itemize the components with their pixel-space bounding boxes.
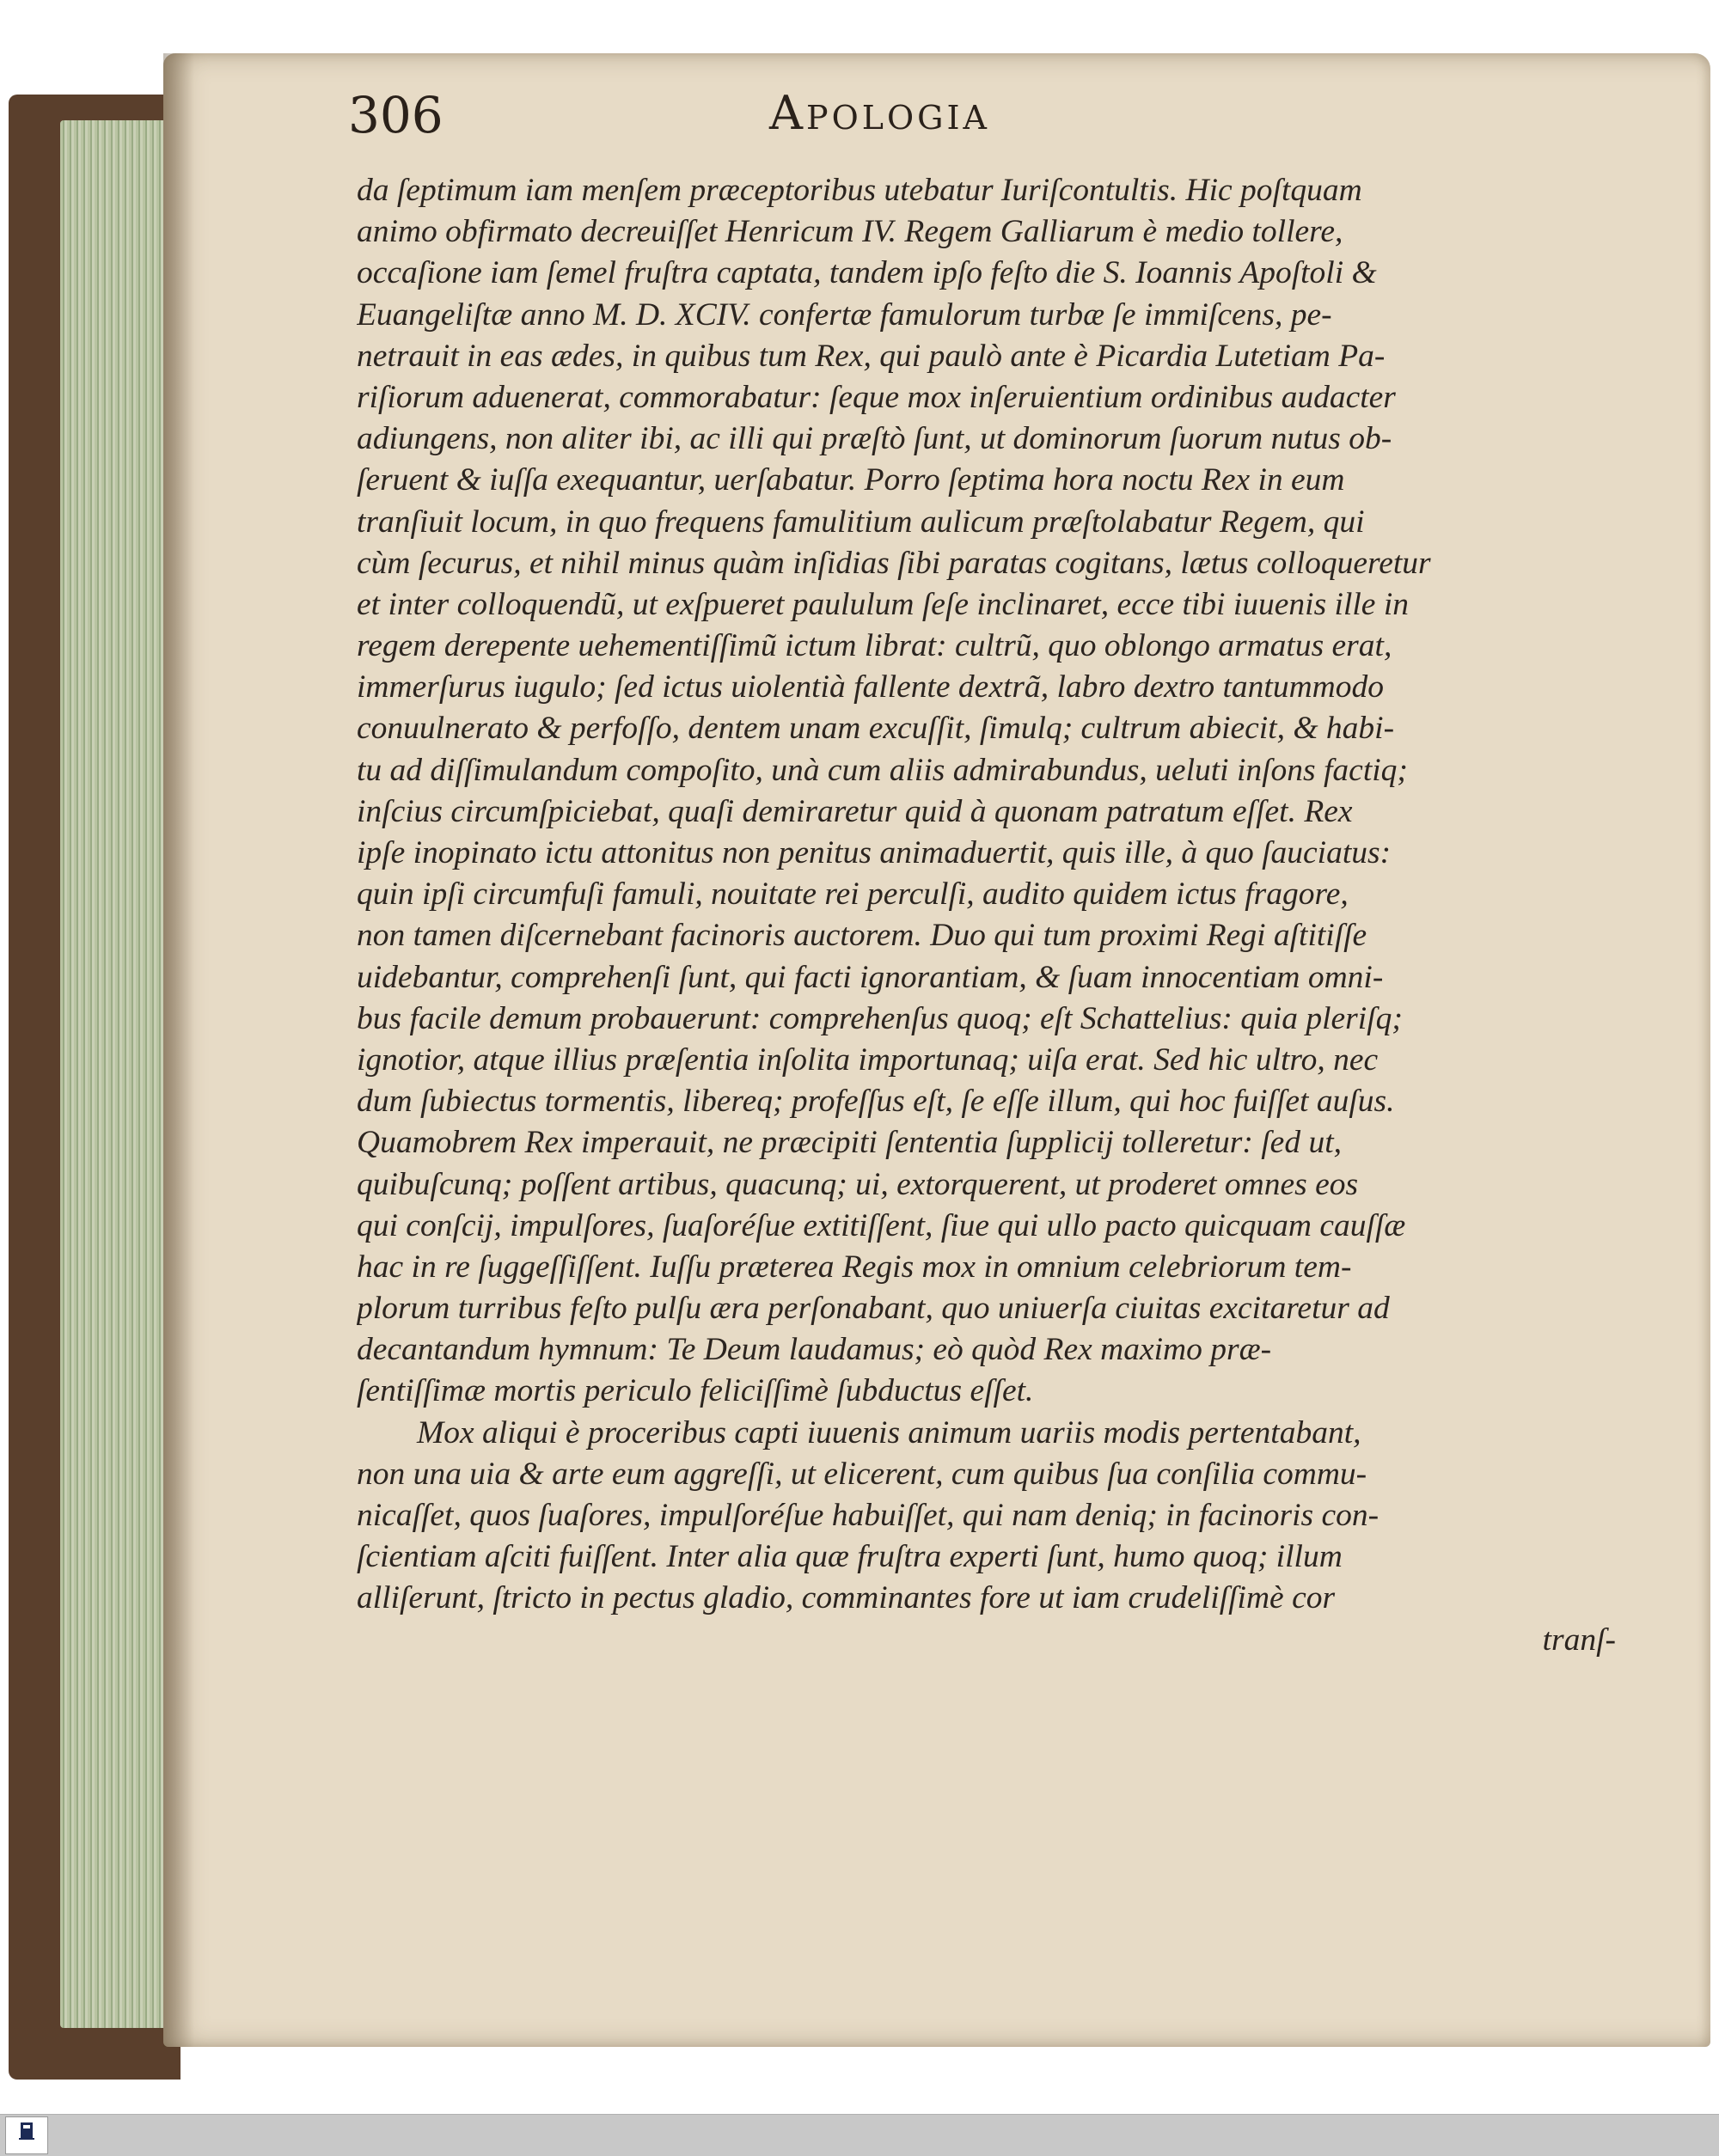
text-line: ſeruent & iuſſa exequantur, uerſabatur. Porro ſeptima hora noctu Rex in eum xyxy=(357,462,1345,498)
text-line: bus facile demum probauerunt: comprehenſus quoq; eſt Schattelius: quia pleriſq; xyxy=(357,1000,1403,1036)
running-head: Apologia xyxy=(769,86,990,140)
text-line: tu ad diſſimulandum compoſito, unà cum aliis admirabundus, ueluti inſons factiq; xyxy=(357,752,1408,788)
text-line: quin ipſi circumfuſi famuli, nouitate rei perculſi, audito quidem ictus fragore, xyxy=(357,876,1349,913)
text-line: inſcius circumſpiciebat, quaſi demiraretur quid à quonam patratum eſſet. Rex xyxy=(357,793,1353,829)
text-line: tranſiuit locum, in quo frequens famulitium aulicum præſtolabatur Regem, qui xyxy=(357,504,1365,540)
text-line: ignotior, atque illius præſentia inſolita importunaq; uiſa erat. Sed hic ultro, nec xyxy=(357,1041,1379,1078)
text-line: nicaſſet, quos ſuaſores, impulſoréſue habuiſſet, qui nam deniq; in facinoris con- xyxy=(357,1498,1379,1533)
text-line: decantandum hymnum: Te Deum laudamus; eò quòd Rex maximo præ- xyxy=(357,1332,1272,1368)
page-edges xyxy=(60,120,180,2028)
text-line: animo obfirmato decreuiſſet Henricum IV. Regem Galliarum è medio tollere, xyxy=(357,214,1343,250)
text-line: non tamen diſcernebant facinoris auctorem. Duo qui tum proximi Regi aſtitiſſe xyxy=(357,918,1367,954)
text-line: dum ſubiectus tormentis, libereq; profeſſus eſt, ſe eſſe illum, qui hoc fuiſſet auſus. xyxy=(357,1084,1395,1120)
text-line: immerſurus iugulo; ſed ictus uiolentià fallente dextrã, labro dextro tantummodo xyxy=(357,669,1385,705)
page-number: 306 xyxy=(348,86,444,144)
text-line: cùm ſecurus, et nihil minus quàm inſidias ſibi paratas cogitans, lætus colloqueretur xyxy=(357,545,1431,581)
text-line: quibuſcunq; poſſent artibus, quacunq; ui, extorquerent, ut proderet omnes eos xyxy=(357,1166,1359,1202)
viewer-footer-bar xyxy=(0,2114,1719,2156)
text-line: alliſerunt, ſtricto in pectus gladio, comminantes fore ut iam crudeliſſimè cor xyxy=(357,1580,1336,1616)
text-line: uidebantur, comprehenſi ſunt, qui facti ignorantiam, & ſuam innocentiam omni- xyxy=(357,959,1384,995)
text-line: conuulnerato & perfoſſo, dentem unam excuſſit, ſimulq; cultrum abiecit, & habi- xyxy=(357,711,1395,747)
text-line: da ſeptimum iam menſem præceptoribus utebatur Iuriſcontultis. Hic poſtquam xyxy=(357,173,1362,208)
text-line: qui conſcij, impulſores, ſuaſoréſue extitiſſent, ſiue qui ullo pacto quicquam cauſſæ xyxy=(357,1207,1406,1243)
body-text xyxy=(357,170,1616,1661)
library-logo-icon xyxy=(16,2121,37,2141)
catchword: tranſ- xyxy=(1542,1622,1616,1658)
text-line: et inter colloquendũ, ut exſpueret paululum ſeſe inclinaret, ecce tibi iuuenis ille in xyxy=(357,586,1409,622)
text-line: ſcientiam aſciti fuiſſent. Inter alia quæ fruſtra experti ſunt, humo quoq; illum xyxy=(357,1539,1343,1575)
text-line: Quamobrem Rex imperauit, ne præcipiti ſententia ſupplicij tolleretur: ſed ut, xyxy=(357,1125,1342,1161)
page-gutter xyxy=(163,53,194,2047)
text-line: hac in re ſuggeſſiſſent. Iuſſu præterea Regis mox in omnium celebriorum tem- xyxy=(357,1249,1352,1285)
text-line: ipſe inopinato ictu attonitus non penitus animaduertit, quis ille, à quo ſauciatus: xyxy=(357,835,1392,870)
text-line: occaſione iam ſemel fruſtra captata, tandem ipſo feſto die S. Ioannis Apoſtoli & xyxy=(357,255,1377,291)
library-logo[interactable] xyxy=(5,2116,48,2154)
text-line: non una uia & arte eum aggreſſi, ut elicerent, cum quibus ſua conſilia commu- xyxy=(357,1456,1367,1492)
text-line: plorum turribus feſto pulſu æra perſonabant, quo uniuerſa ciuitas excitaretur ad xyxy=(357,1291,1390,1327)
text-line: Euangeliſtæ anno M. D. XCIV. confertæ famulorum turbæ ſe immiſcens, pe- xyxy=(357,296,1332,333)
text-line: netrauit in eas ædes, in quibus tum Rex, qui paulò ante è Picardia Lutetiam Pa- xyxy=(357,338,1386,374)
text-line: ſentiſſimæ mortis periculo feliciſſimè ſubductus eſſet. xyxy=(357,1373,1034,1409)
text-line: adiungens, non aliter ibi, ac illi qui præſtò ſunt, ut dominorum ſuorum nutus ob- xyxy=(357,421,1392,457)
text-line: Mox aliqui è proceribus capti iuuenis animum uariis modis pertentabant, xyxy=(417,1414,1361,1451)
text-line: riſiorum aduenerat, commorabatur: ſeque mox inſeruientium ordinibus audacter xyxy=(357,379,1396,415)
text-line: regem derepente uehementiſſimũ ictum librat: cultrũ, quo oblongo armatus erat, xyxy=(357,628,1392,664)
